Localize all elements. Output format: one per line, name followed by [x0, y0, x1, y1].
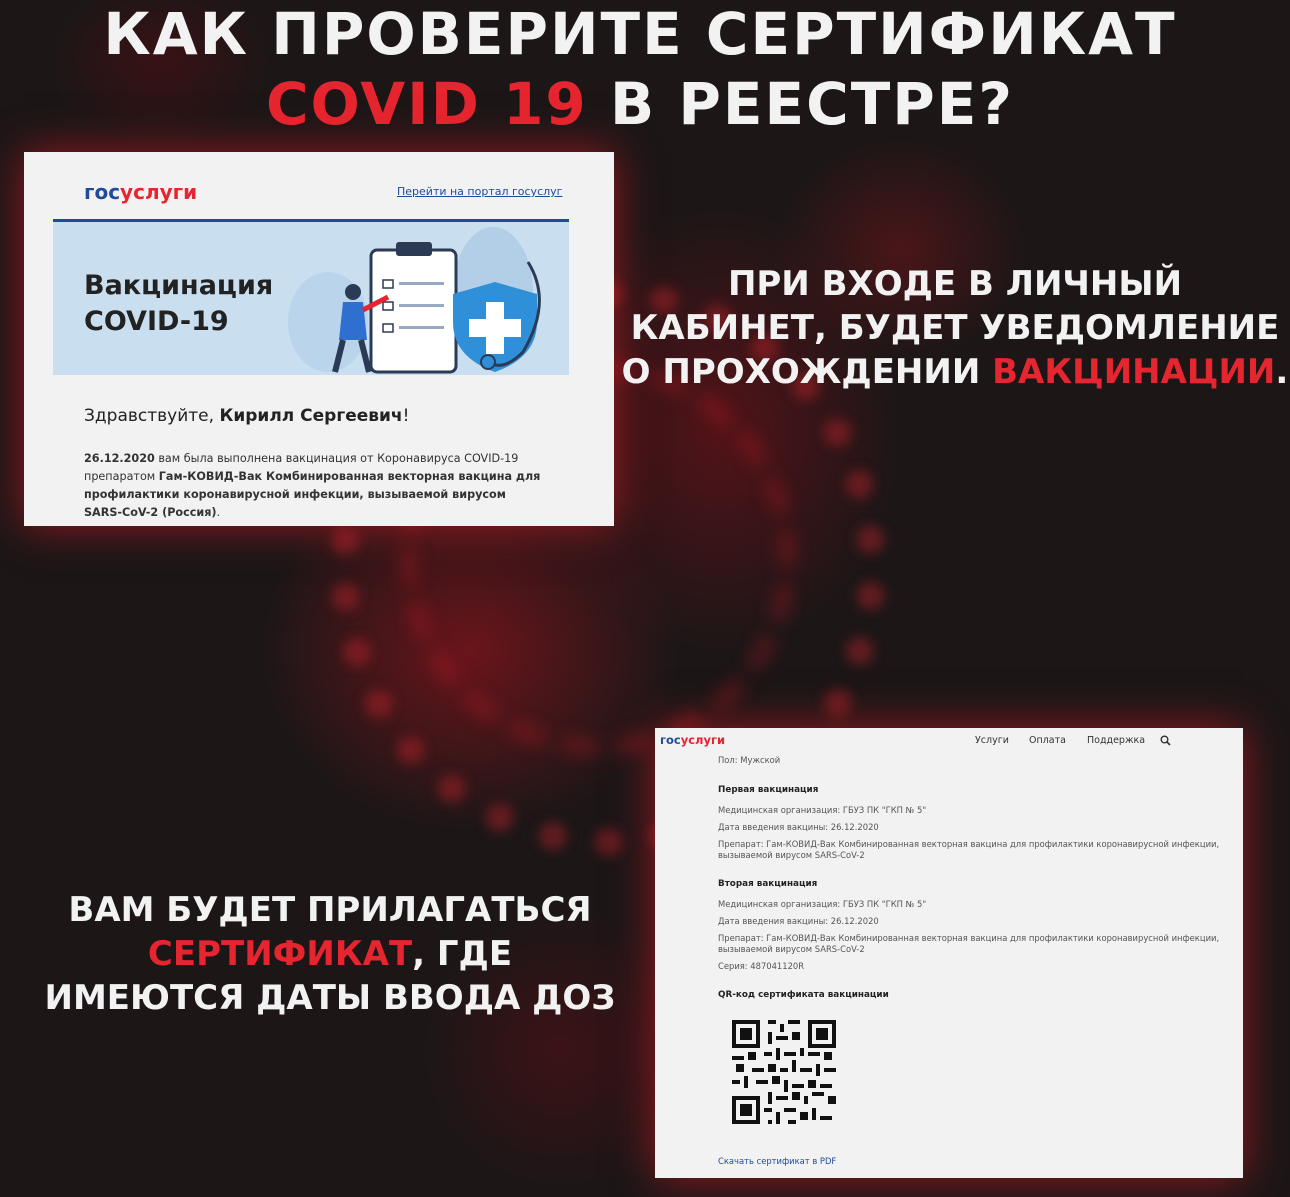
message-drug: Гам-КОВИД-Вак Комбинированная векторная вакцина для профилактики коронавирусной инфекции, вызываемой вирусом SARS-CoV-2 (Россия) — [84, 470, 541, 519]
nav-payment[interactable]: Оплата — [1029, 735, 1066, 746]
qr-code-icon — [732, 1020, 836, 1124]
logo-part-2: услуги — [120, 180, 198, 204]
caption-line-3-suffix: . — [1275, 352, 1289, 392]
login-notice-caption — [620, 262, 1290, 394]
dose-2-drug-line-2: вызываемой вирусом SARS-CoV-2 — [718, 944, 865, 954]
caption-line-1: ПРИ ВХОДЕ В ЛИЧНЫЙ — [727, 264, 1183, 304]
search-icon[interactable] — [1160, 735, 1171, 746]
greeting-suffix: ! — [402, 406, 410, 426]
logo-part-2: услуги — [680, 733, 726, 747]
dose-1-drug-line-2: вызываемой вирусом SARS-CoV-2 — [718, 850, 865, 860]
nav-services[interactable]: Услуги — [975, 735, 1009, 746]
headline-covid: COVID 19 — [265, 70, 588, 138]
greeting — [84, 406, 409, 426]
headline-line-2 — [0, 70, 1280, 138]
qr-heading: QR-код сертификата вакцинации — [718, 990, 889, 1000]
dose-1-heading: Первая вакцинация — [718, 785, 819, 795]
dose-2-drug-line-1: Препарат: Гам-КОВИД-Вак Комбинированная векторная вакцина для профилактики коронавирусной инфекции, — [718, 933, 1220, 943]
top-nav — [655, 728, 1243, 754]
banner-title-line-2: COVID-19 — [84, 306, 229, 337]
logo-part-1: гос — [84, 180, 121, 204]
dose-2-org: Медицинская организация: ГБУЗ ПК "ГКП № 5" — [718, 899, 927, 909]
vaccination-banner — [53, 222, 569, 375]
dose-1-date: Дата введения вакцины: 26.12.2020 — [718, 822, 879, 832]
caption-line-2: КАБИНЕТ, БУДЕТ УВЕДОМЛЕНИЕ — [630, 308, 1280, 348]
gosuslugi-logo[interactable] — [660, 733, 725, 747]
vaccination-message — [84, 450, 544, 522]
gosuslugi-logo[interactable] — [84, 180, 197, 204]
download-pdf-link[interactable]: Скачать сертификат в PDF — [718, 1156, 837, 1166]
certificate-card — [655, 728, 1243, 1178]
headline-rest: В РЕЕСТРЕ? — [587, 70, 1015, 138]
caption-line-3-prefix: О ПРОХОЖДЕНИИ — [621, 352, 993, 392]
message-text: вам была выполнена вакцинация от Коронавируса COVID-19 препаратом — [84, 452, 519, 483]
portal-link[interactable]: Перейти на портал госуслуг — [397, 185, 563, 198]
headline-line-1 — [0, 0, 1280, 68]
headline-text: КАК ПРОВЕРИТЕ СЕРТИФИКАТ — [103, 0, 1177, 68]
message-date: 26.12.2020 — [84, 452, 155, 465]
caption-line-2-red: СЕРТИФИКАТ — [147, 934, 413, 974]
clipboard-illustration — [53, 222, 569, 375]
dose-2-series: Серия: 487041120R — [718, 961, 805, 971]
dose-1-drug-line-1: Препарат: Гам-КОВИД-Вак Комбинированная векторная вакцина для профилактики коронавирусной инфекции, — [718, 839, 1220, 849]
caption-line-3: ИМЕЮТСЯ ДАТЫ ВВОДА ДОЗ — [44, 978, 616, 1018]
caption-line-3 — [620, 350, 1290, 394]
message-end: . — [216, 506, 221, 519]
certificate-caption — [30, 888, 630, 1020]
greeting-prefix: Здравствуйте, — [84, 406, 220, 426]
gender: Пол: Мужской — [718, 755, 781, 765]
caption-line-1: ВАМ БУДЕТ ПРИЛАГАТЬСЯ — [68, 890, 592, 930]
caption-line-3-red: ВАКЦИНАЦИИ — [992, 352, 1276, 392]
vaccination-notice-card — [24, 152, 614, 526]
logo-part-1: гос — [660, 733, 681, 747]
caption-line-2 — [30, 932, 630, 976]
greeting-name: Кирилл Сергеевич — [219, 406, 403, 426]
caption-line-2-rest: , ГДЕ — [412, 934, 513, 974]
dose-1-org: Медицинская организация: ГБУЗ ПК "ГКП № 5" — [718, 805, 927, 815]
dose-2-heading: Вторая вакцинация — [718, 879, 818, 889]
dose-2-date: Дата введения вакцины: 26.12.2020 — [718, 916, 879, 926]
nav-support[interactable]: Поддержка — [1087, 735, 1146, 746]
banner-title-line-1: Вакцинация — [84, 270, 274, 301]
